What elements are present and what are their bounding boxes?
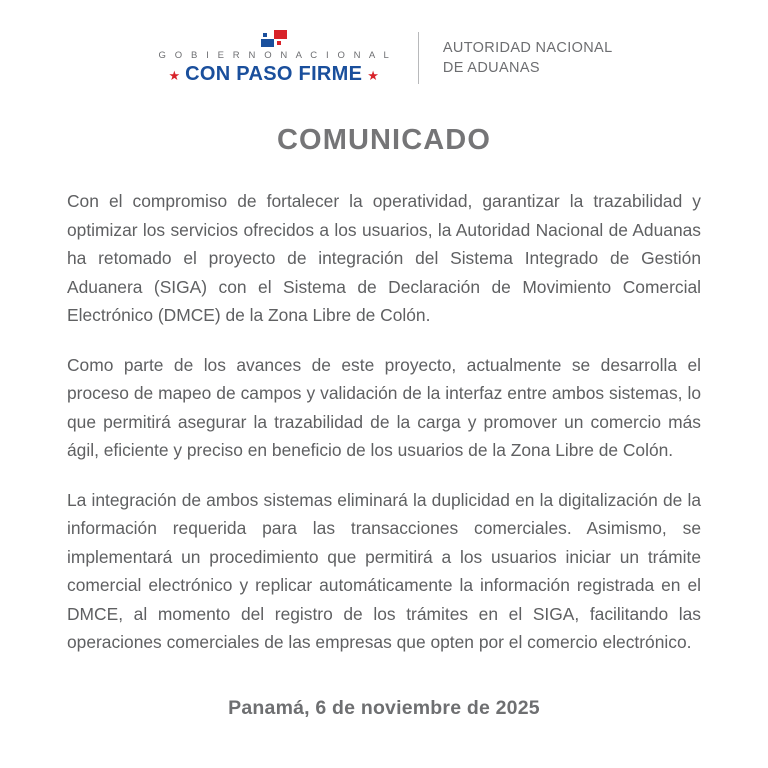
entity-name-line-2: DE ADUANAS [442,60,540,76]
flag-red-star [277,41,281,45]
entity-name-line-1: AUTORIDAD NACIONAL [442,40,613,56]
flag-quadrant-bottom-left [261,39,274,47]
gobierno-nacional-kicker: G O B I E R N O N A C I O N A L [158,50,392,61]
paragraph: Con el compromiso de fortalecer la operatividad, garantizar la trazabilidad y optimizar los servicios ofrecidos a los usuarios, la Autoridad Nacional de Aduanas ha retomado el proyecto de integración del Sistema Integrado de Gestión Aduanera (SIGA) con el Sistema de Declaración de Movimiento Comercial Electrónico (DMCE) de la Zona Libre de Colón. [67,191,701,325]
paragraph: Como parte de los avances de este proyecto, actualmente se desarrolla el proceso de mapeo de campos y validación de la interfaz entre ambos sistemas, lo que permitirá asegurar la trazabilidad de la carga y promover un comercio más ágil, eficiente y preciso en beneficio de los usuarios de la Zona Libre de Colón. [67,354,701,460]
document-body [67,187,701,657]
con-paso-firme-slogan: CON PASO FIRME [185,63,363,85]
page-title: COMUNICADO [277,124,491,156]
header-divider [418,32,419,84]
star-right-icon: ★ [367,68,379,83]
panama-flag-icon [261,30,287,47]
slogan-row [168,63,378,86]
signoff-place-and-date: Panamá, 6 de noviembre de 2025 [228,696,540,719]
flag-quadrant-top-right [274,30,287,39]
flag-blue-star [263,33,267,37]
paragraph: La integración de ambos sistemas eliminará la duplicidad en la digitalización de la información requerida para las transacciones comerciales. Asimismo, se implementará un procedimiento que permitirá a los usuarios iniciar un trámite comercial electrónico y replicar automáticamente la información registrada en el DMCE, al momento del registro de los trámites en el SIGA, facilitando las operaciones comerciales de las empresas que opten por el comercio electrónico. [67,489,701,652]
government-brand [156,30,418,86]
entity-name [443,38,613,78]
star-left-icon: ★ [168,68,181,83]
header-logo-lockup [156,30,613,86]
